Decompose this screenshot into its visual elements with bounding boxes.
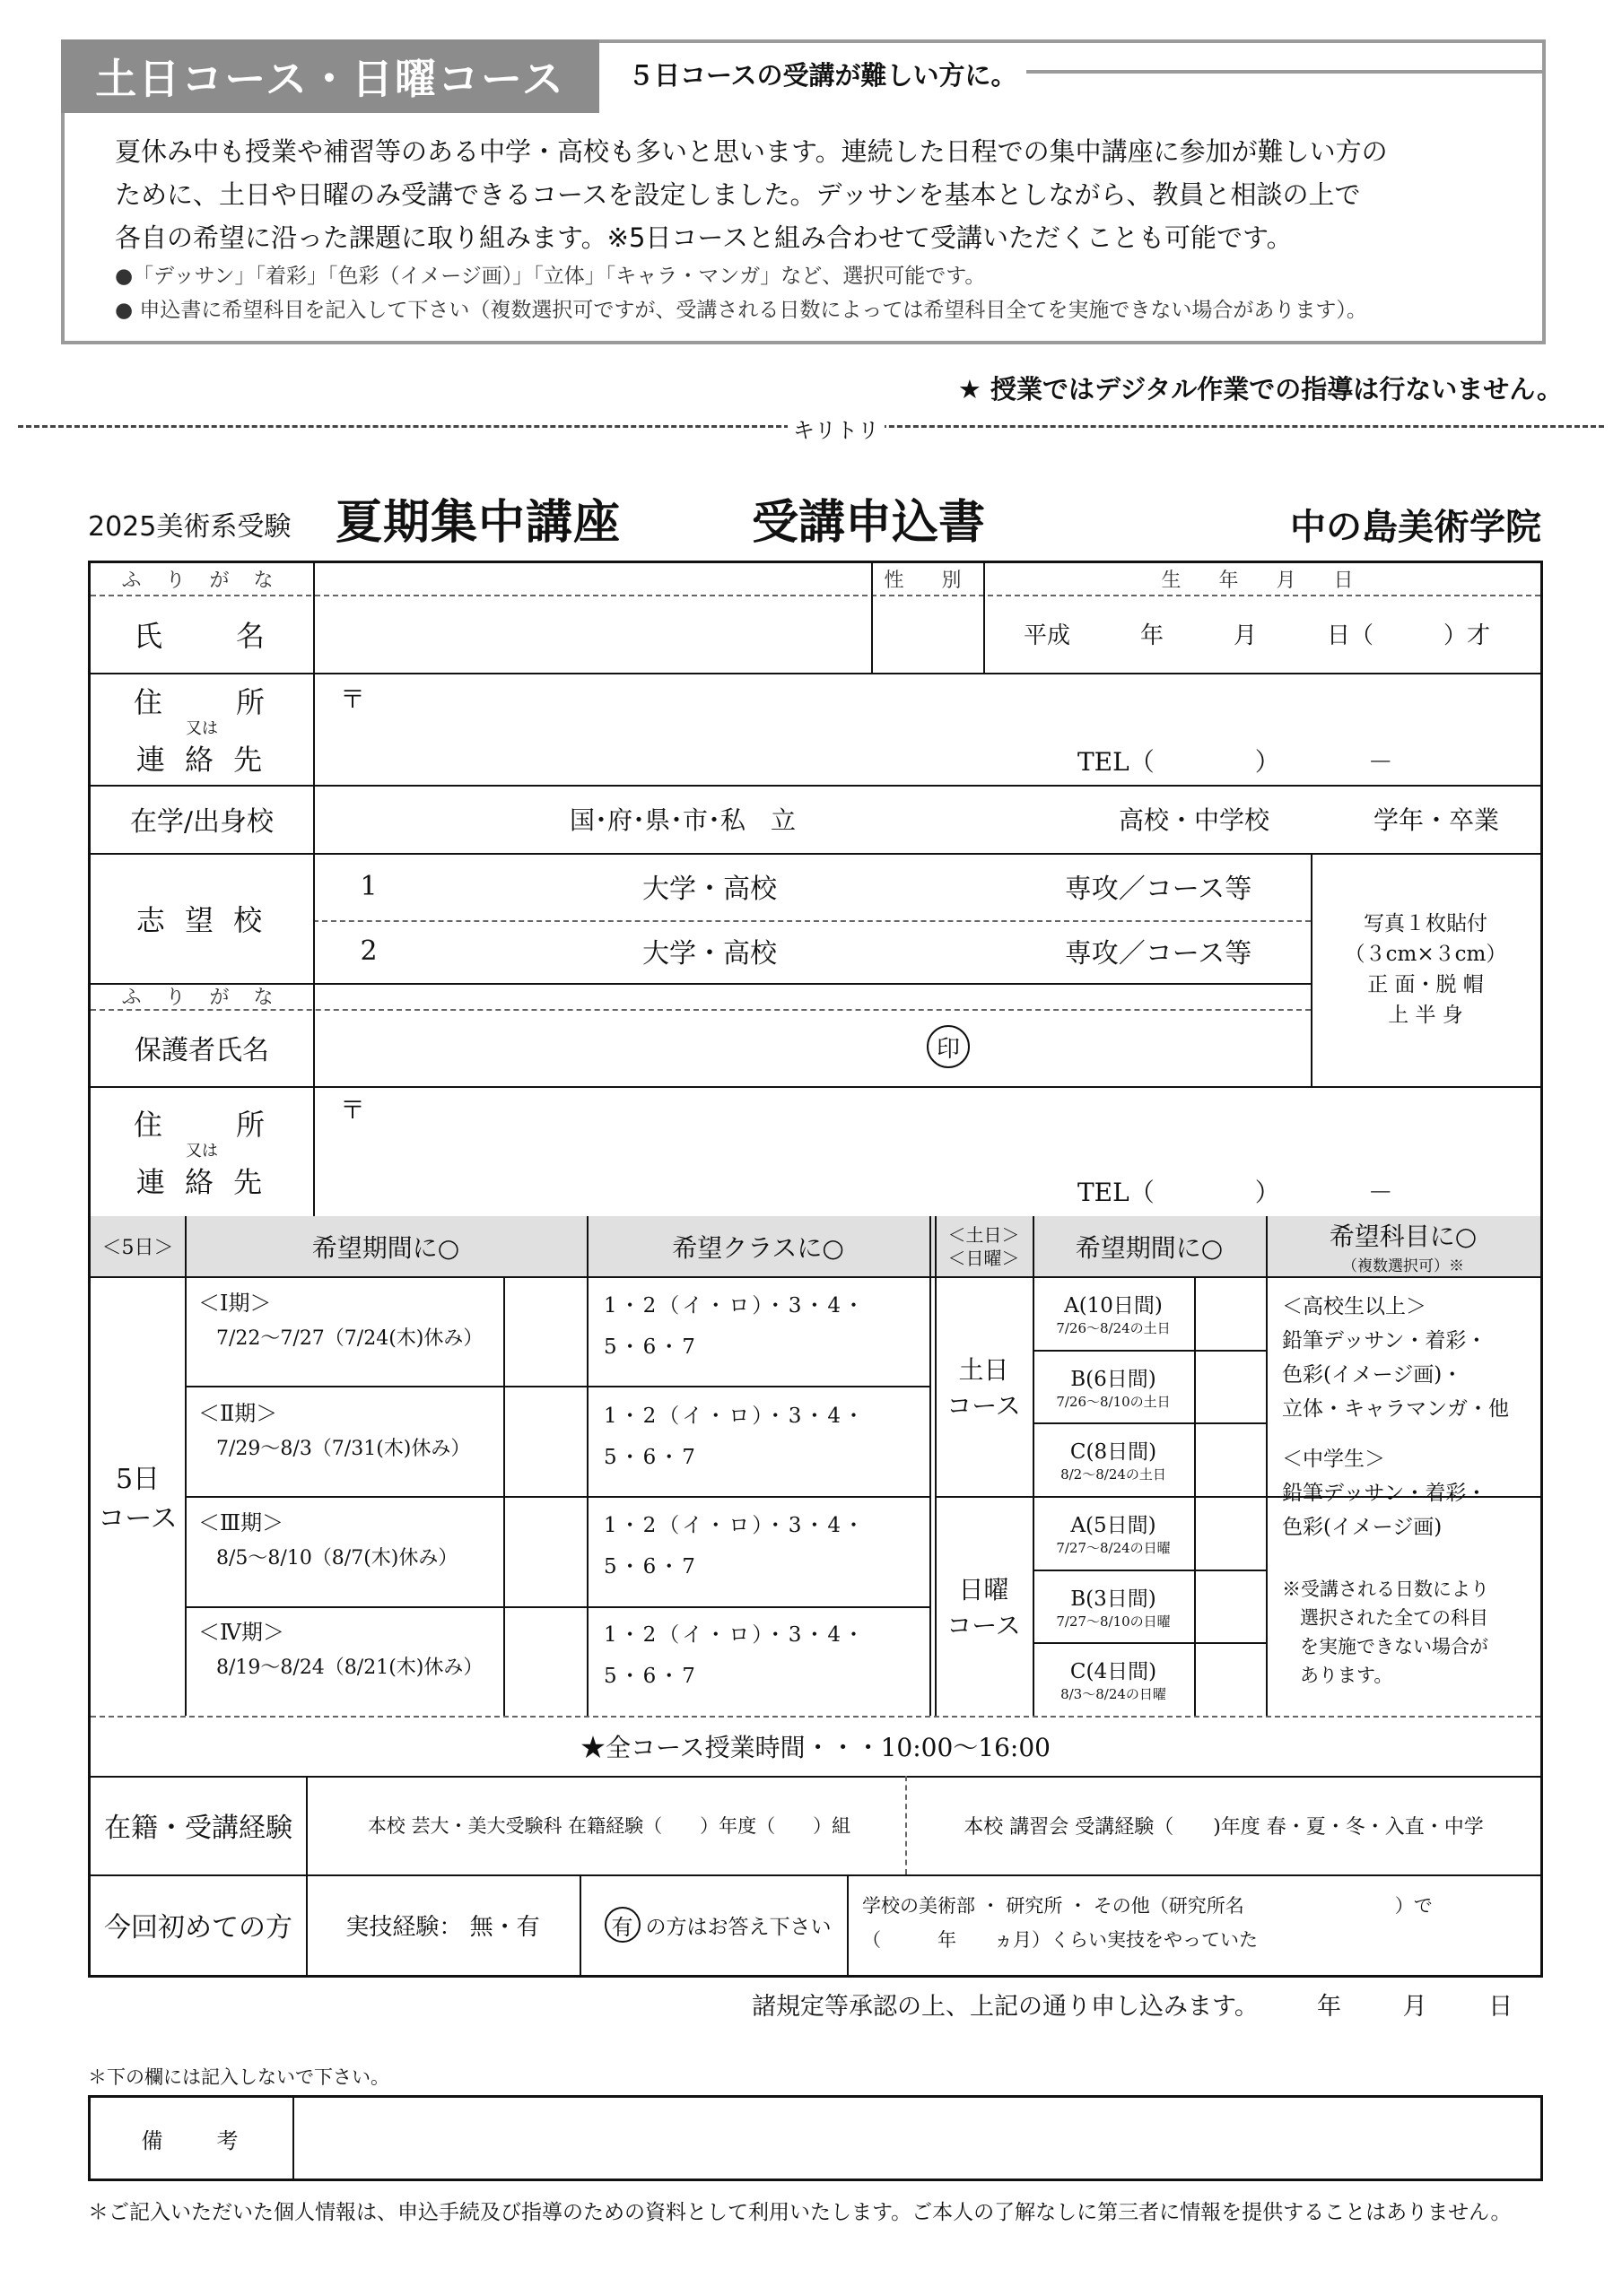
info-body [115, 130, 1523, 327]
name-field[interactable] [313, 595, 871, 673]
class-options-4[interactable]: 1・2（イ・ロ）・3・4・ 5・6・7 [604, 1623, 868, 1688]
nichiyo-label: 日曜 コース [946, 1574, 1021, 1640]
subject-note: ※受講される日数により 選択された全ての科目 を実施できない場合が あります。 [1282, 1578, 1489, 1686]
first-time-label: 今回初めての方 [104, 1912, 292, 1944]
photo-box: 写真１枚貼付 （３cm×３cm） 正 面・脱 帽 上 半 身 [1344, 912, 1507, 1027]
school-name: 中の島美術学院 [1290, 507, 1541, 548]
period-header-2: 希望期間に○ [1075, 1232, 1224, 1263]
experience-label: 在籍・受講経験 [104, 1813, 292, 1844]
guardian-address-label: 住 所 又は 連 絡 先 [133, 1107, 270, 1199]
nichiyo-option-c[interactable]: C(4日間) 8/3〜8/24の日曜 [1060, 1660, 1166, 1702]
subject-highschool[interactable]: ＜高校生以上＞ 鉛筆デッサン・着彩・ 色彩(イメージ画)・ 立体・キャラマンガ・他 [1282, 1295, 1509, 1421]
answer-note: 有 の方はお答え下さい [589, 1874, 847, 1975]
info-tag: 土日コース・日曜コース [61, 39, 599, 113]
choice-label: 志 望 校 [135, 902, 268, 937]
five-day-header: ＜5日＞ [101, 1237, 174, 1259]
office-box [88, 2095, 1543, 2181]
choice-1-number: 1 [360, 870, 378, 902]
address-label: 住 所 又は 連 絡 先 [133, 684, 270, 777]
period-4[interactable]: ＜Ⅳ期＞ 8/19〜8/24（8/21(木)休み） [198, 1620, 484, 1679]
guardian-furigana-label: ふ り が な [121, 987, 283, 1009]
nichiyo-option-b[interactable]: B(3日間) 7/27〜8/10の日曜 [1056, 1587, 1171, 1630]
info-body-line: 各自の希望に沿った課題に取り組みます。※5日コースと組み合わせて受講いただくことも可能です。 [115, 222, 1293, 253]
choice-2-major[interactable]: 専攻／コース等 [1064, 938, 1252, 970]
seal-mark: 印 [927, 1025, 970, 1068]
period-2[interactable]: ＜Ⅱ期＞ 7/29〜8/3（7/31(木)休み） [198, 1401, 471, 1460]
guardian-tel-field[interactable]: TEL（ ） － [1077, 1178, 1393, 1207]
nichiyo-option-a[interactable]: A(5日間) 7/27〜8/24の日曜 [1056, 1514, 1171, 1556]
gender-field[interactable] [871, 595, 983, 673]
five-day-label: 5日 コース [98, 1464, 178, 1535]
application-form [88, 561, 1543, 1978]
subject-header: 希望科目に○ （複数選択可）※ [1329, 1222, 1478, 1275]
period-3[interactable]: ＜Ⅲ期＞ 8/5〜8/10（8/7(木)休み） [198, 1510, 458, 1570]
form-prefix: 2025美術系受験 [88, 511, 292, 543]
class-options-1[interactable]: 1・2（イ・ロ）・3・4・ 5・6・7 [604, 1294, 868, 1359]
info-note: ●「デッサン」「着彩」「色彩（イメージ画）」「立体」「キャラ・マンガ」など、選択可能です。 [115, 265, 986, 288]
info-line [1014, 70, 1546, 74]
remarks-label: 備 考 [141, 2127, 242, 2153]
class-options-2[interactable]: 1・2（イ・ロ）・3・4・ 5・6・7 [604, 1405, 868, 1469]
gender-label: 性 別 [884, 570, 971, 592]
agreement-text: 諸規定等承認の上、上記の通り申し込みます。 [752, 1993, 1259, 2021]
class-time: ★全コース授業時間・・・10:00〜16:00 [580, 1732, 1051, 1762]
privacy-note: ＊ご記入いただいた個人情報は、申込手続及び指導のための資料として利用いたします。ご本人の了解なしに第三者に情報を提供することはありません。 [88, 2201, 1512, 2224]
attended-experience[interactable]: 本校 講習会 受講経験（ )年度 春・夏・冬・入直・中学 [964, 1815, 1484, 1839]
enrolled-experience[interactable]: 本校 芸大・美大受験科 在籍経験（ ）年度（ ）組 [367, 1815, 851, 1837]
donichi-header: ＜土日＞ ＜日曜＞ [947, 1223, 1020, 1269]
form-header [88, 484, 1541, 550]
birth-label: 生 年 月 日 [1161, 570, 1363, 592]
school-label: 在学/出身校 [129, 806, 275, 838]
info-body-line: ために、土日や日曜のみ受講できるコースを設定しました。デッサンを基本としながら、教員と相談の上で [115, 179, 1361, 210]
form-title-2: 受講申込書 [752, 496, 986, 550]
guardian-label: 保護者氏名 [135, 1035, 269, 1066]
subject-juniorhigh[interactable]: ＜中学生＞ 鉛筆デッサン・着彩・ 色彩(イメージ画) [1282, 1448, 1487, 1539]
agreement-date[interactable]: 年 月 日 [1317, 1993, 1513, 2021]
school-type[interactable]: 国･府･県･市･私 立 [569, 805, 796, 835]
name-label: 氏 名 [133, 618, 270, 653]
choice-2-uni[interactable]: 大学・高校 [642, 938, 777, 970]
donichi-label: 土日 コース [946, 1354, 1021, 1421]
office-note: ＊下の欄には記入しないで下さい。 [88, 2066, 389, 2088]
skill-experience[interactable]: 実技経験： 無・有 [345, 1913, 540, 1941]
school-kind[interactable]: 高校・中学校 [1118, 805, 1269, 835]
class-header: 希望クラスに○ [672, 1232, 844, 1263]
donichi-option-a[interactable]: A(10日間) 7/26〜8/24の土日 [1056, 1294, 1171, 1336]
cut-label: キリトリ [788, 413, 885, 444]
tel-field[interactable]: TEL（ ） － [1077, 747, 1393, 777]
period-1[interactable]: ＜Ⅰ期＞ 7/22〜7/27（7/24(木)休み） [198, 1291, 484, 1350]
period-header: 希望期間に○ [311, 1232, 460, 1263]
postal-mark: 〒 [339, 684, 365, 714]
club-experience[interactable]: 学校の美術部 ・ 研究所 ・ その他（研究所名 ）で （ 年 ヵ月）くらい実技をやっていた [862, 1895, 1433, 1951]
class-options-3[interactable]: 1・2（イ・ロ）・3・4・ 5・6・7 [604, 1514, 868, 1578]
form-title: 夏期集中講座 [336, 496, 622, 550]
info-subtitle: ５日コースの受講が難しい方に。 [619, 56, 1026, 92]
birth-field[interactable]: 平成 年 月 日（ ）才 [1024, 622, 1491, 649]
guardian-postal-mark: 〒 [339, 1095, 365, 1125]
choice-2-number: 2 [360, 935, 378, 967]
info-note: ● 申込書に希望科目を記入して下さい（複数選択可ですが、受講される日数によっては希望科目全てを実施できない場合があります）。 [115, 299, 1367, 322]
choice-1-major[interactable]: 専攻／コース等 [1064, 874, 1252, 905]
donichi-option-c[interactable]: C(8日間) 8/2〜8/24の土日 [1060, 1440, 1166, 1483]
furigana-label: ふ り が な [121, 570, 283, 592]
grade[interactable]: 学年・卒業 [1373, 805, 1499, 835]
digital-notice: ★ 授業ではデジタル作業での指導は行ないません。 [957, 374, 1563, 404]
donichi-option-b[interactable]: B(6日間) 7/26〜8/10の土日 [1056, 1367, 1171, 1410]
choice-1-uni[interactable]: 大学・高校 [642, 874, 777, 905]
info-body-line: 夏休み中も授業や補習等のある中学・高校も多いと思います。連続した日程での集中講座に参加が難しい方の [115, 136, 1388, 167]
